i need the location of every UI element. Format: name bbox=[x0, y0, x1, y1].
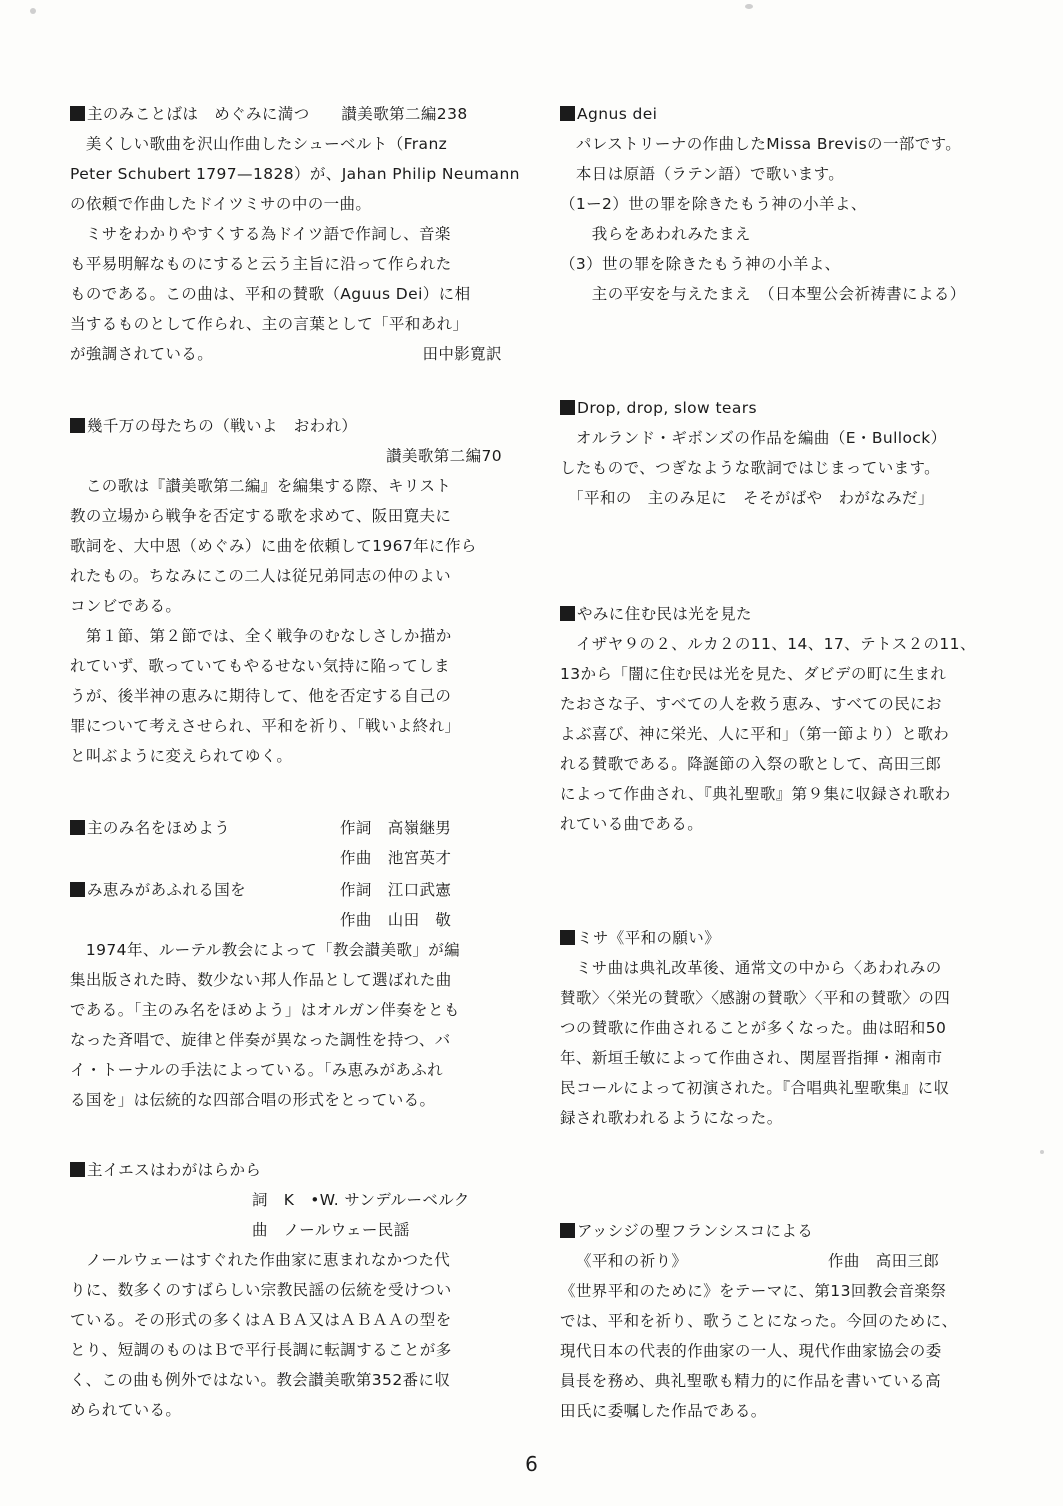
body-line: れる賛歌である。降誕節の入祭の歌として、高田三郎 bbox=[560, 755, 942, 773]
body-line: 13から「闇に住む民は光を見た、ダビデの町に生まれ bbox=[560, 665, 947, 683]
square-bullet-icon bbox=[70, 882, 85, 897]
body-line: ミサ曲は典礼改革後、通常文の中から〈あわれみの bbox=[560, 959, 942, 977]
section-heading: み恵みがあふれる国を bbox=[70, 880, 502, 902]
body-line: たおさな子、すべての人を救う恵み、すべての民にお bbox=[560, 695, 942, 713]
section-heading: やみに住む民は光を見た bbox=[560, 604, 1000, 626]
body-line: よぶ喜び、神に栄光、人に平和」（第一節より）と歌わ bbox=[560, 725, 950, 743]
body-line: ノールウェーはすぐれた作曲家に恵まれなかつた代 bbox=[70, 1251, 451, 1269]
credit-lyrics: 作詞 高嶺継男 bbox=[340, 819, 452, 837]
body-line: では、平和を祈り、歌うことになった。今回のために、 bbox=[560, 1312, 958, 1330]
credit-music: 作曲 池宮英才 bbox=[340, 849, 452, 867]
section-heading: アッシジの聖フランシスコによる bbox=[560, 1221, 1000, 1243]
body-line: 罪について考えさせられ、平和を祈り、「戦いよ終れ」 bbox=[70, 717, 461, 735]
body-line: 「平和の 主のみ足に そそがばや わがなみだ」 bbox=[560, 489, 934, 507]
body-line: ものである。この曲は、平和の賛歌（Aguus Dei）に相 bbox=[70, 285, 471, 303]
body-line: 年、新垣壬敏によって作曲され、関屋晋指揮・湘南市 bbox=[560, 1049, 943, 1067]
body-line: 《世界平和のために》をテーマに、第13回教会音楽祭 bbox=[560, 1282, 947, 1300]
square-bullet-icon bbox=[70, 418, 85, 433]
square-bullet-icon bbox=[70, 106, 85, 121]
body-line: 歌詞を、大中恩（めぐみ）に曲を依頼して1967年に作ら bbox=[70, 537, 477, 555]
body-line: である。「主のみ名をほめよう」はオルガン伴奏をとも bbox=[70, 1001, 460, 1019]
page-number: 6 bbox=[525, 1452, 538, 1476]
body-line: 当するものとして作られ、主の言葉として「平和あれ」 bbox=[70, 315, 469, 333]
body-line: められている。 bbox=[70, 1401, 182, 1419]
body-line: りに、数多くのすばらしい宗教民謡の伝統を受けつい bbox=[70, 1281, 452, 1299]
scan-speck bbox=[30, 8, 36, 14]
scan-speck bbox=[1040, 1150, 1044, 1154]
body-line: れていず、歌っていてもやるせない気持に陥ってしま bbox=[70, 657, 450, 675]
translator-credit: 田中影寛訳 bbox=[422, 345, 502, 363]
section-heading: 主のみことばは めぐみに満つ 讃美歌第二編238 bbox=[70, 104, 502, 126]
section-heading: 幾千万の母たちの（戦いよ おわれ） bbox=[70, 416, 502, 438]
section-heading: 主のみ名をほめよう bbox=[70, 818, 502, 840]
credit-lyrics: 詞 K •W. サンデルーベルク bbox=[252, 1191, 470, 1209]
body-line: 員長を務め、典礼聖歌も精力的に作品を書いている高 bbox=[560, 1372, 941, 1390]
body-line: 我らをあわれみたまえ bbox=[560, 225, 751, 243]
body-line: なった斉唱で、旋律と伴奏が異なった調性を持つ、バ bbox=[70, 1031, 451, 1049]
section-heading: Agnus dei bbox=[560, 104, 1000, 126]
body-line: コンビである。 bbox=[70, 597, 182, 615]
body-line: パレストリーナの作曲したMissa Brevisの一部です。 bbox=[560, 135, 962, 153]
body-line: 民コールによって初演された。『合唱典礼聖歌集』に収 bbox=[560, 1079, 950, 1097]
body-line: ミサをわかりやすくする為ドイツ語で作詞し、音楽 bbox=[70, 225, 451, 243]
body-line: によって作曲され、『典礼聖歌』第９集に収録され歌わ bbox=[560, 785, 951, 803]
body-line: く、この曲も例外ではない。教会讃美歌第352番に収 bbox=[70, 1371, 451, 1389]
square-bullet-icon bbox=[560, 1223, 575, 1238]
body-line: 現代日本の代表的作曲家の一人、現代作曲家協会の委 bbox=[560, 1342, 942, 1360]
hymn-source: 讃美歌第二編70 bbox=[386, 447, 502, 465]
body-line: （1ー2）世の罪を除きたもう神の小羊よ、 bbox=[560, 195, 867, 213]
body-line: 美くしい歌曲を沢山作曲したシューベルト（Franz bbox=[70, 135, 448, 153]
body-line: 本日は原語（ラテン語）で歌います。 bbox=[560, 165, 845, 183]
body-line: うが、後半神の恵みに期待して、他を否定する自己の bbox=[70, 687, 452, 705]
credit-music: 曲 ノールウェー民謡 bbox=[252, 1221, 410, 1239]
body-line: Peter Schubert 1797—1828）が、Jahan Philip Neumann bbox=[70, 165, 520, 183]
body-line: 田氏に委嘱した作品である。 bbox=[560, 1402, 767, 1420]
square-bullet-icon bbox=[560, 606, 575, 621]
body-line: したもので、つぎなような歌詞ではじまっています。 bbox=[560, 459, 941, 477]
body-line: る国を」は伝統的な四部合唱の形式をとっている。 bbox=[70, 1091, 436, 1109]
credit-lyrics: 作詞 江口武憲 bbox=[340, 881, 452, 899]
body-line: 集出版された時、数少ない邦人作品として選ばれた曲 bbox=[70, 971, 452, 989]
body-line: 第１節、第２節では、全く戦争のむなしさしか描か bbox=[70, 627, 452, 645]
body-line: も平易明解なものにすると云う主旨に沿って作られた bbox=[70, 255, 452, 273]
body-line: の依頼で作曲したドイツミサの中の一曲。 bbox=[70, 195, 372, 213]
body-line: つの賛歌に作曲されることが多くなった。曲は昭和50 bbox=[560, 1019, 947, 1037]
body-line: イ・トーナルの手法によっている。「み恵みがあふれ bbox=[70, 1061, 444, 1079]
scan-speck bbox=[745, 4, 753, 9]
body-line: れたもの。ちなみにこの二人は従兄弟同志の仲のよい bbox=[70, 567, 451, 585]
body-line: 1974年、ルーテル教会によって「教会讃美歌」が編 bbox=[70, 941, 461, 959]
body-line: イザヤ９の２、ルカ２の11、14、17、テトス２の11、 bbox=[560, 635, 976, 653]
body-line: とり、短調のものはＢで平行長調に転調することが多 bbox=[70, 1341, 452, 1359]
square-bullet-icon bbox=[70, 1162, 85, 1177]
square-bullet-icon bbox=[70, 820, 85, 835]
square-bullet-icon bbox=[560, 930, 575, 945]
body-line: 主の平安を与えたまえ （日本聖公会祈祷書による） bbox=[560, 285, 966, 303]
body-line: この歌は『讃美歌第二編』を編集する際、キリスト bbox=[70, 477, 452, 495]
body-line: れている曲である。 bbox=[560, 815, 704, 833]
body-line: と叫ぶように変えられてゆく。 bbox=[70, 747, 293, 765]
body-line: ている。その形式の多くはＡＢＡ又はＡＢＡＡの型を bbox=[70, 1311, 452, 1329]
body-line: 賛歌〉〈栄光の賛歌〉〈感謝の賛歌〉〈平和の賛歌〉の四 bbox=[560, 989, 951, 1007]
section-heading: Drop, drop, slow tears bbox=[560, 398, 1000, 420]
body-line: が強調されている。 bbox=[70, 345, 214, 363]
body-line: 教の立場から戦争を否定する歌を求めて、阪田寛夫に bbox=[70, 507, 452, 525]
credit-music: 作曲 山田 敬 bbox=[340, 911, 452, 929]
square-bullet-icon bbox=[560, 106, 575, 121]
square-bullet-icon bbox=[560, 400, 575, 415]
section-heading: ミサ《平和の願い》 bbox=[560, 928, 1000, 950]
credit-music: 作曲 高田三郎 bbox=[828, 1252, 940, 1270]
body-line: オルランド・ギボンズの作品を編曲（E・Bullock） bbox=[560, 429, 947, 447]
body-line: 録され歌われるようになった。 bbox=[560, 1109, 783, 1127]
piece-subtitle: 《平和の祈り》 bbox=[576, 1252, 688, 1270]
body-line: （3）世の罪を除きたもう神の小羊よ、 bbox=[560, 255, 841, 273]
section-heading: 主イエスはわがはらから bbox=[70, 1160, 502, 1182]
